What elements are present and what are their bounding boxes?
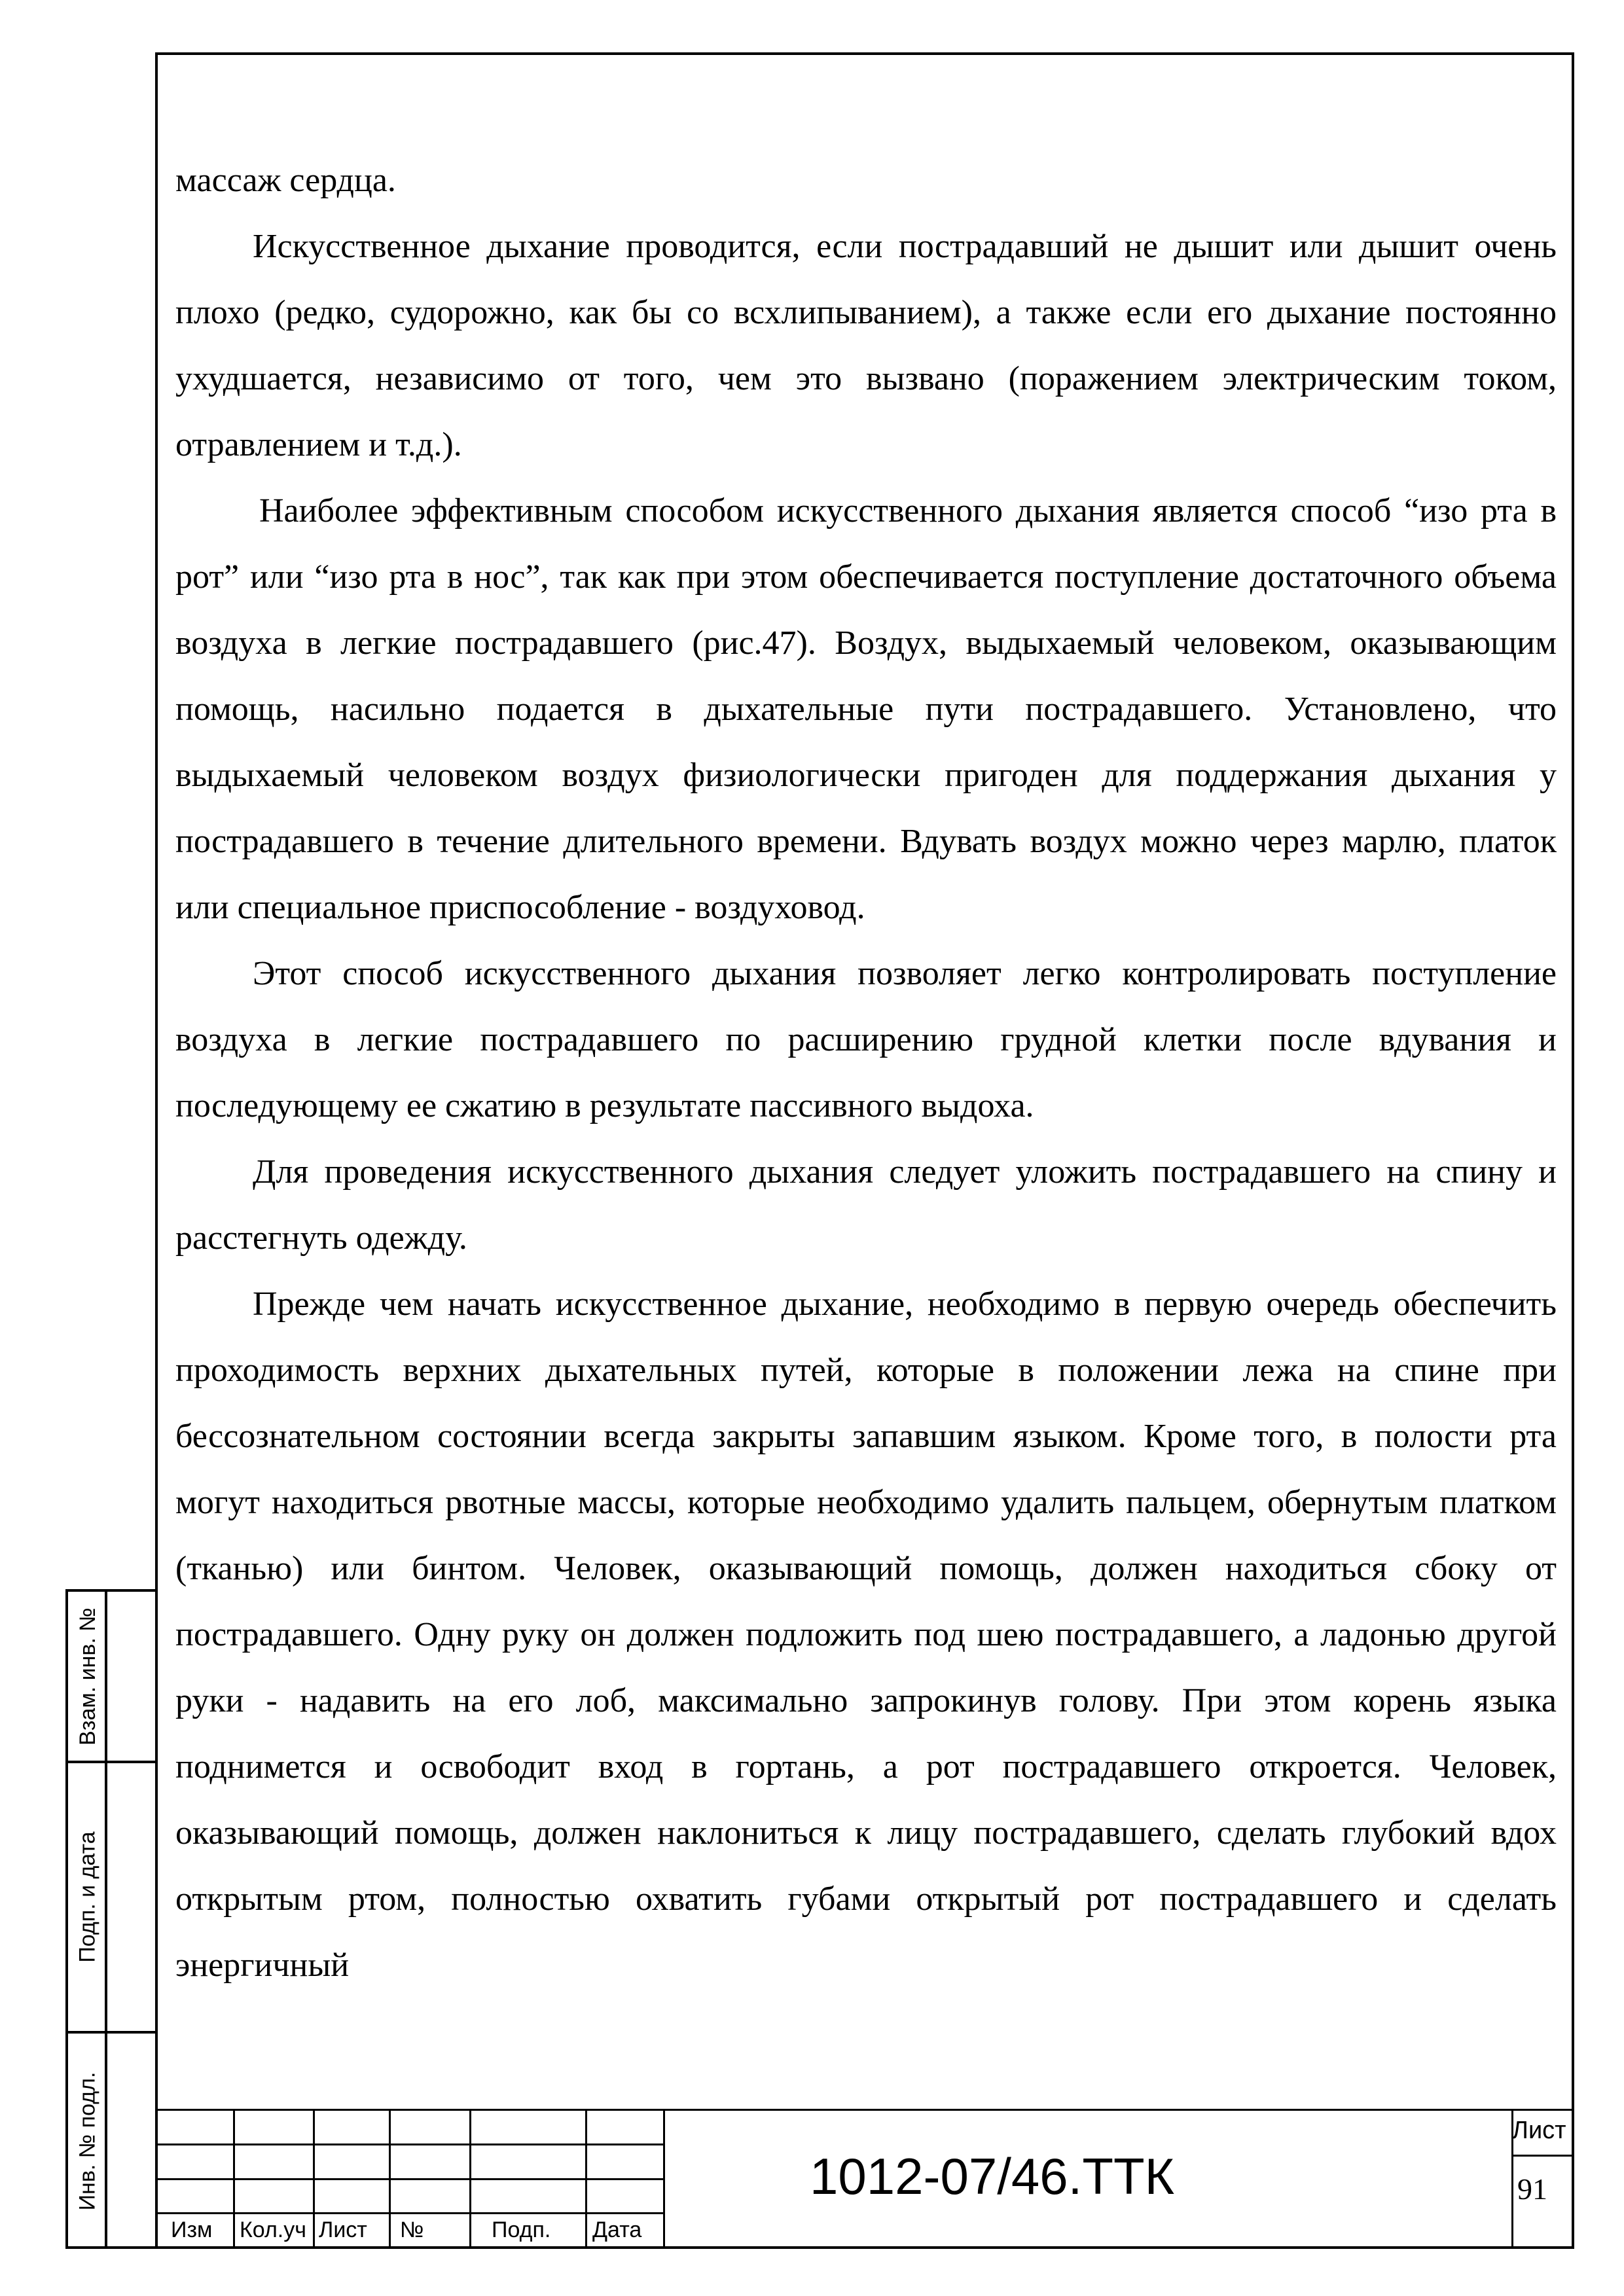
body-text xyxy=(175,147,1557,1998)
document-code: 1012-07/46.ТТК xyxy=(810,2147,1175,2205)
tb-header-podp: Подп. xyxy=(492,2217,551,2242)
tb-line xyxy=(469,2109,471,2249)
side-label-inv: Инв. № подл. xyxy=(75,2072,100,2211)
tb-header-kolvo: Кол.уч xyxy=(240,2217,306,2242)
tb-line xyxy=(233,2109,235,2249)
paragraph: Наиболее эффективным способом искусственного дыхания является способ “изо рта в рот” или “изо рта в нос”, так как при этом обеспечивается поступление достаточного объема воздуха в легкие пострадавшего (рис.47). Воздух, выдыхаемый человеком, оказывающим помощь, насильно подается в дыхательные пути пострадавшего. Установлено, что выдыхаемый человеком воздух физиологически пригоден для поддержания дыхания у пострадавшего в течение длительного времени. Вдувать воздух можно через марлю, платок или специальное приспособление - воздуховод. xyxy=(175,492,1557,926)
side-stamp-box xyxy=(65,1589,155,2249)
tb-header-izm: Изм xyxy=(171,2217,213,2242)
tb-line xyxy=(585,2109,587,2249)
tb-header-list: Лист xyxy=(319,2217,367,2242)
paragraph: Прежде чем начать искусственное дыхание, необходимо в первую очередь обеспечить проходимость верхних дыхательных путей, которые в положении лежа на спине при бессознательном состоянии всегда закрыты запавшим языком. Кроме того, в полости рта могут находиться рвотные массы, которые необходимо удалить пальцем, обернутым платком (тканью) или бинтом. Человек, оказывающий помощь, должен находиться сбоку от пострадавшего. Одну руку он должен подложить под шею пострадавшего, а ладонью другой руки - надавить на его лоб, максимально запрокинув голову. При этом корень языка поднимется и освободит вход в гортань, а рот пострадавшего откроется. Человек, оказывающий помощь, должен наклониться к лицу пострадавшего, сделать глубокий вдох открытым ртом, полностью охватить губами открытый рот пострадавшего и сделать энергичный xyxy=(175,1285,1557,1984)
paragraph: массаж сердца. xyxy=(175,162,396,199)
title-block xyxy=(155,2109,1574,2249)
tb-line xyxy=(313,2109,315,2249)
paragraph: Искусственное дыхание проводится, если пострадавший не дышит или дышит очень плохо (редко, судорожно, как бы со всхлипыванием), а также если его дыхание постоянно ухудшается, независимо от того, чем это вызвано (поражением электрическим током, отравлением и т.д.). xyxy=(175,228,1557,463)
tb-line xyxy=(663,2109,665,2249)
tb-header-num: № xyxy=(400,2217,424,2242)
sheet-number: 91 xyxy=(1517,2172,1547,2206)
side-label-podp: Подп. и дата xyxy=(75,1831,100,1963)
tb-line xyxy=(389,2109,391,2249)
tb-header-date: Дата xyxy=(592,2217,642,2242)
paragraph: Для проведения искусственного дыхания следует уложить пострадавшего на спину и расстегнуть одежду. xyxy=(175,1153,1557,1257)
tb-line xyxy=(155,2109,1574,2111)
side-label-vzam: Взам. инв. № xyxy=(75,1607,100,1746)
paragraph: Этот способ искусственного дыхания позволяет легко контролировать поступление воздуха в легкие пострадавшего по расширению грудной клетки после вдувания и последующему ее сжатию в результате пассивного выдоха. xyxy=(175,955,1557,1124)
sheet-label: Лист xyxy=(1512,2117,1566,2144)
